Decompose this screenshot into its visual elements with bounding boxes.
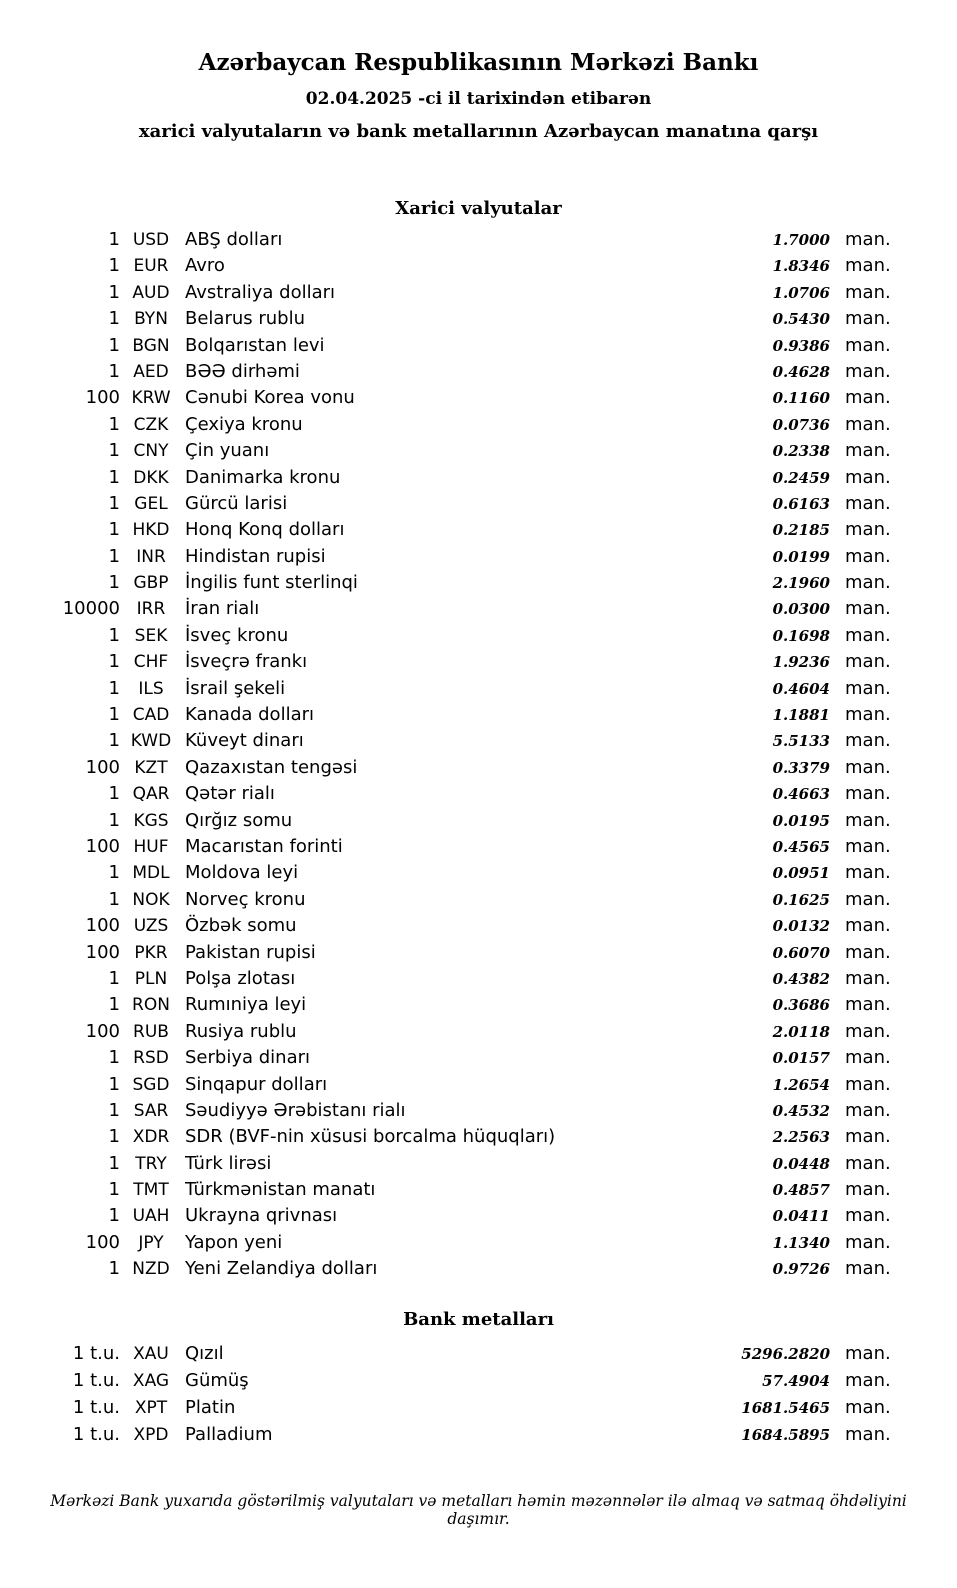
unit-label: man.: [845, 440, 891, 462]
rate-row: [0, 649, 957, 675]
currency-code: RUB: [133, 1021, 169, 1042]
rate-value: 0.2459: [772, 468, 830, 487]
currency-code: SAR: [133, 1100, 169, 1121]
rate-value: 0.4382: [772, 969, 830, 988]
unit-label: man.: [845, 519, 891, 541]
rate-value: 1.2654: [772, 1075, 830, 1094]
rate-row: [0, 1230, 957, 1256]
currency-code: TRY: [135, 1153, 167, 1174]
quantity: 100: [85, 387, 120, 409]
currency-code: XPT: [134, 1397, 168, 1418]
currency-name: Avstraliya dolları: [185, 281, 336, 303]
rate-value: 0.0199: [772, 547, 830, 566]
rate-value: 0.1625: [772, 890, 830, 909]
currency-name: Pakistan rupisi: [185, 941, 316, 963]
unit-label: man.: [845, 598, 891, 620]
unit-label: man.: [845, 255, 891, 277]
currency-code: CHF: [133, 652, 169, 673]
rate-row: [0, 913, 957, 939]
currency-code: BYN: [134, 309, 168, 330]
rate-value: 0.0195: [772, 811, 830, 830]
rate-value: 0.6070: [772, 943, 830, 962]
metal-rate-table: [0, 1340, 957, 1448]
unit-label: man.: [845, 651, 891, 673]
currency-code: AUD: [132, 282, 170, 303]
currency-code: USD: [132, 230, 170, 250]
quantity: 1 t.u.: [72, 1396, 120, 1418]
currency-code: XAU: [133, 1343, 169, 1364]
quantity: 100: [85, 941, 120, 963]
currency-name: Norveç kronu: [185, 888, 306, 910]
unit-label: man.: [845, 862, 891, 884]
rate-row: [0, 623, 957, 649]
rate-value: 0.3379: [772, 758, 830, 777]
unit-label: man.: [845, 1396, 891, 1418]
currency-name: Yeni Zelandiya dolları: [185, 1258, 378, 1280]
unit-label: man.: [845, 1231, 891, 1253]
currency-code: EUR: [133, 256, 169, 277]
currency-name: Ukrayna qrivnası: [185, 1205, 338, 1227]
currency-name: Gürcü larisi: [185, 492, 288, 514]
rate-row: [0, 1367, 957, 1394]
currency-name: Hindistan rupisi: [185, 545, 326, 567]
rate-value: 0.0300: [772, 600, 830, 619]
rate-value: 0.9726: [772, 1260, 830, 1279]
quantity: 1: [108, 888, 120, 910]
unit-label: man.: [845, 1342, 891, 1364]
currency-name: Yapon yeni: [185, 1231, 283, 1253]
rate-row: [0, 517, 957, 543]
currency-code: IRR: [136, 599, 166, 620]
rate-row: [0, 887, 957, 913]
rate-value: 0.3686: [772, 996, 830, 1015]
quantity: 1: [108, 730, 120, 752]
rate-row: [0, 1203, 957, 1229]
quantity: 1 t.u.: [72, 1342, 120, 1364]
unit-label: man.: [845, 756, 891, 778]
currency-code: SEK: [134, 625, 168, 646]
unit-label: man.: [845, 1423, 891, 1445]
unit-label: man.: [845, 994, 891, 1016]
currency-name: İsveç kronu: [185, 624, 289, 646]
currency-code: CNY: [133, 441, 169, 462]
rate-row: [0, 992, 957, 1018]
unit-label: man.: [845, 360, 891, 382]
quantity: 1: [108, 413, 120, 435]
quantity: 1: [108, 1179, 120, 1201]
quantity: 1: [108, 545, 120, 567]
currency-code: UAH: [132, 1206, 170, 1227]
rate-row: [0, 1151, 957, 1177]
unit-label: man.: [845, 1152, 891, 1174]
quantity: 1: [108, 492, 120, 514]
quantity: 100: [85, 1020, 120, 1042]
quantity: 1: [108, 624, 120, 646]
currency-name: Belarus rublu: [185, 308, 306, 330]
rate-value: 1.0706: [772, 283, 830, 302]
page-title: Azərbaycan Respublikasının Mərkəzi Bankı: [198, 49, 759, 76]
rate-row: [0, 834, 957, 860]
currency-name: İran rialı: [185, 598, 260, 620]
rate-value: 0.2338: [772, 442, 830, 461]
unit-label: man.: [845, 572, 891, 594]
currency-name: Özbək somu: [185, 915, 297, 937]
currency-code: ILS: [138, 678, 164, 699]
unit-label: man.: [845, 229, 891, 250]
rate-value: 0.1698: [772, 626, 830, 645]
rate-row: [0, 755, 957, 781]
currency-code: PKR: [134, 942, 168, 963]
unit-label: man.: [845, 1020, 891, 1042]
quantity: 1: [108, 809, 120, 831]
currency-name: Sinqapur dolları: [185, 1073, 328, 1095]
currency-name: Palladium: [185, 1423, 273, 1445]
unit-label: man.: [845, 1179, 891, 1201]
rate-value: 0.4604: [772, 679, 830, 698]
rate-row: [0, 438, 957, 464]
currency-code: RSD: [133, 1048, 169, 1069]
currency-name: İsrail şekeli: [185, 677, 286, 699]
unit-label: man.: [845, 624, 891, 646]
unit-label: man.: [845, 677, 891, 699]
currency-code: UZS: [133, 916, 169, 937]
rate-row: [0, 966, 957, 992]
rate-value: 0.4565: [772, 837, 830, 856]
unit-label: man.: [845, 308, 891, 330]
unit-label: man.: [845, 492, 891, 514]
unit-label: man.: [845, 967, 891, 989]
rate-value: 1684.5895: [741, 1425, 830, 1444]
currency-code: XPD: [133, 1424, 169, 1445]
unit-label: man.: [845, 783, 891, 805]
rate-value: 0.5430: [772, 310, 830, 329]
currency-code: CZK: [133, 414, 169, 435]
quantity: 1: [108, 862, 120, 884]
rate-row: [0, 596, 957, 622]
unit-label: man.: [845, 334, 891, 356]
rate-row: [0, 333, 957, 359]
currency-name: Səudiyyə Ərəbistanı rialı: [185, 1099, 406, 1121]
quantity: 1 t.u.: [72, 1423, 120, 1445]
rate-value: 0.4628: [772, 362, 830, 381]
rate-row: [0, 940, 957, 966]
rate-value: 2.0118: [772, 1022, 830, 1041]
quantity: 1 t.u.: [72, 1369, 120, 1391]
unit-label: man.: [845, 1369, 891, 1391]
currency-name: Platin: [185, 1396, 236, 1418]
unit-label: man.: [845, 1073, 891, 1095]
rate-value: 1681.5465: [741, 1398, 830, 1417]
rate-row: [0, 860, 957, 886]
currencies-section-title: Xarici valyutalar: [395, 198, 562, 219]
rate-value: 2.1960: [772, 574, 830, 593]
quantity: 100: [85, 835, 120, 857]
unit-label: man.: [845, 1126, 891, 1148]
rate-row: [0, 1019, 957, 1045]
unit-label: man.: [845, 835, 891, 857]
rate-value: 1.7000: [772, 231, 830, 249]
rate-value: 5296.2820: [741, 1344, 830, 1363]
currency-name: İsveçrə frankı: [185, 651, 308, 673]
currency-code: AED: [133, 361, 169, 382]
rate-row: [0, 1340, 957, 1367]
quantity: 1: [108, 281, 120, 303]
currency-code: HUF: [133, 836, 169, 857]
rate-value: 1.1881: [772, 706, 830, 725]
rate-row: [0, 1177, 957, 1203]
rate-row: [0, 491, 957, 517]
quantity: 1: [108, 255, 120, 277]
currency-code: NZD: [132, 1259, 170, 1280]
quantity: 1: [108, 572, 120, 594]
rate-row: [0, 1124, 957, 1150]
rate-value: 0.0157: [772, 1049, 830, 1068]
quantity: 1: [108, 1047, 120, 1069]
unit-label: man.: [845, 1047, 891, 1069]
unit-label: man.: [845, 466, 891, 488]
currency-name: Türkmənistan manatı: [185, 1179, 376, 1201]
currency-name: İngilis funt sterlinqi: [185, 572, 358, 594]
currency-name: Honq Konq dolları: [185, 519, 345, 541]
currency-code: TMT: [133, 1180, 169, 1201]
quantity: 1: [108, 1152, 120, 1174]
currency-code: DKK: [133, 467, 169, 488]
currency-name: Avro: [185, 255, 225, 277]
rate-value: 1.9236: [772, 653, 830, 672]
currency-name: Küveyt dinarı: [185, 730, 304, 752]
quantity: 1: [108, 1126, 120, 1148]
rate-value: 5.5133: [772, 732, 830, 751]
rate-row: [0, 359, 957, 385]
rate-value: 0.4857: [772, 1181, 830, 1200]
unit-label: man.: [845, 1258, 891, 1280]
rate-value: 57.4904: [762, 1371, 830, 1390]
rate-value: 0.2185: [772, 521, 830, 540]
currency-code: MDL: [132, 863, 170, 884]
unit-label: man.: [845, 941, 891, 963]
quantity: 1: [108, 308, 120, 330]
quantity: 100: [85, 756, 120, 778]
rate-row: [0, 544, 957, 570]
currency-name: Macarıstan forinti: [185, 835, 343, 857]
quantity: 1: [108, 1258, 120, 1280]
quantity: 1: [108, 677, 120, 699]
rate-row: [0, 385, 957, 411]
rate-row: [0, 808, 957, 834]
currency-name: Türk lirəsi: [185, 1152, 272, 1174]
quantity: 1: [108, 1073, 120, 1095]
currency-name: BƏƏ dirhəmi: [185, 360, 300, 382]
currency-code: KGS: [133, 810, 169, 831]
unit-label: man.: [845, 1099, 891, 1121]
currency-code: SGD: [132, 1074, 170, 1095]
currency-name: Çin yuanı: [185, 440, 270, 462]
currency-code: NOK: [132, 889, 170, 910]
rate-row: [0, 1045, 957, 1071]
currency-code: JPY: [138, 1232, 164, 1253]
currency-rate-table: [0, 227, 957, 1283]
currency-code: INR: [136, 546, 166, 567]
quantity: 1: [108, 1099, 120, 1121]
rate-row: [0, 412, 957, 438]
currency-name: Qətər rialı: [185, 783, 275, 805]
rate-value: 0.0736: [772, 415, 830, 434]
quantity: 100: [85, 1231, 120, 1253]
quantity: 1: [108, 651, 120, 673]
currency-code: PLN: [134, 968, 168, 989]
unit-label: man.: [845, 730, 891, 752]
rate-row: [0, 702, 957, 728]
currency-name: Çexiya kronu: [185, 413, 303, 435]
rate-row: [0, 465, 957, 491]
currency-name: ABŞ dolları: [185, 229, 283, 250]
currency-name: Rusiya rublu: [185, 1020, 297, 1042]
disclaimer-text: Mərkəzi Bank yuxarıda göstərilmiş valyutaları və metalları həmin məzənnələr ilə almaq və satmaq öhdəliyini daşımır.: [50, 1491, 907, 1528]
rate-value: 0.4663: [772, 785, 830, 804]
currency-code: GEL: [134, 493, 168, 514]
rate-row: [0, 781, 957, 807]
currency-name: Cənubi Korea vonu: [185, 387, 355, 409]
rate-value: 0.0448: [772, 1154, 830, 1173]
quantity: 1: [108, 783, 120, 805]
currency-code: XDR: [132, 1127, 170, 1148]
quantity: 1: [108, 229, 120, 250]
unit-label: man.: [845, 545, 891, 567]
quantity: 1: [108, 994, 120, 1016]
rate-row: [0, 676, 957, 702]
rate-row: [0, 253, 957, 279]
currency-code: XAG: [132, 1370, 170, 1391]
rate-value: 1.8346: [772, 257, 830, 276]
unit-label: man.: [845, 387, 891, 409]
currency-name: Qırğız somu: [185, 809, 293, 831]
quantity: 1: [108, 466, 120, 488]
rate-value: 0.0951: [772, 864, 830, 883]
currency-name: Gümüş: [185, 1369, 249, 1391]
currency-name: Danimarka kronu: [185, 466, 341, 488]
rate-row: [0, 1421, 957, 1448]
currency-name: Rumıniya leyi: [185, 994, 307, 1016]
rate-value: 1.1340: [772, 1233, 830, 1252]
unit-label: man.: [845, 1205, 891, 1227]
rate-value: 0.4532: [772, 1101, 830, 1120]
rate-value: 2.2563: [772, 1128, 830, 1147]
rate-value: 0.6163: [772, 494, 830, 513]
rate-row: [0, 728, 957, 754]
quantity: 100: [85, 915, 120, 937]
currency-code: KZT: [134, 757, 168, 778]
metals-section-title: Bank metalları: [403, 1308, 554, 1330]
quantity: 1: [108, 334, 120, 356]
unit-label: man.: [845, 704, 891, 726]
rate-value: 0.9386: [772, 336, 830, 355]
document-subtitle: xarici valyutaların və bank metallarının Azərbaycan manatına qarşı: [138, 121, 819, 142]
currency-name: Bolqarıstan levi: [185, 334, 325, 356]
unit-label: man.: [845, 281, 891, 303]
currency-name: Qazaxıstan tengəsi: [185, 756, 358, 778]
quantity: 1: [108, 704, 120, 726]
rate-row: [0, 570, 957, 596]
quantity: 1: [108, 519, 120, 541]
currency-name: SDR (BVF-nin xüsusi borcalma hüquqları): [185, 1126, 556, 1148]
currency-code: QAR: [132, 784, 170, 805]
currency-code: RON: [132, 995, 170, 1016]
rate-value: 0.0132: [772, 917, 830, 936]
rate-row: [0, 1098, 957, 1124]
rate-row: [0, 1072, 957, 1098]
quantity: 1: [108, 360, 120, 382]
currency-code: KWD: [130, 731, 172, 752]
rate-row: [0, 1394, 957, 1421]
rate-row: [0, 280, 957, 306]
currency-code: KRW: [131, 388, 171, 409]
rate-row: [0, 1256, 957, 1282]
currency-name: Kanada dolları: [185, 704, 315, 726]
unit-label: man.: [845, 809, 891, 831]
currency-name: Serbiya dinarı: [185, 1047, 310, 1069]
currency-code: GBP: [133, 573, 169, 594]
currency-code: HKD: [132, 520, 170, 541]
unit-label: man.: [845, 888, 891, 910]
quantity: 10000: [62, 598, 120, 620]
currency-name: Moldova leyi: [185, 862, 299, 884]
rate-value: 0.1160: [772, 389, 830, 408]
rate-value: 0.0411: [772, 1207, 830, 1226]
currency-name: Polşa zlotası: [185, 967, 296, 989]
quantity: 1: [108, 1205, 120, 1227]
rate-row: [0, 227, 957, 253]
currency-code: BGN: [132, 335, 170, 356]
effective-date-line: 02.04.2025 -ci il tarixindən etibarən: [305, 89, 652, 109]
unit-label: man.: [845, 915, 891, 937]
unit-label: man.: [845, 413, 891, 435]
quantity: 1: [108, 440, 120, 462]
currency-code: CAD: [132, 705, 170, 726]
rate-row: [0, 306, 957, 332]
quantity: 1: [108, 967, 120, 989]
currency-name: Qızıl: [185, 1342, 224, 1364]
